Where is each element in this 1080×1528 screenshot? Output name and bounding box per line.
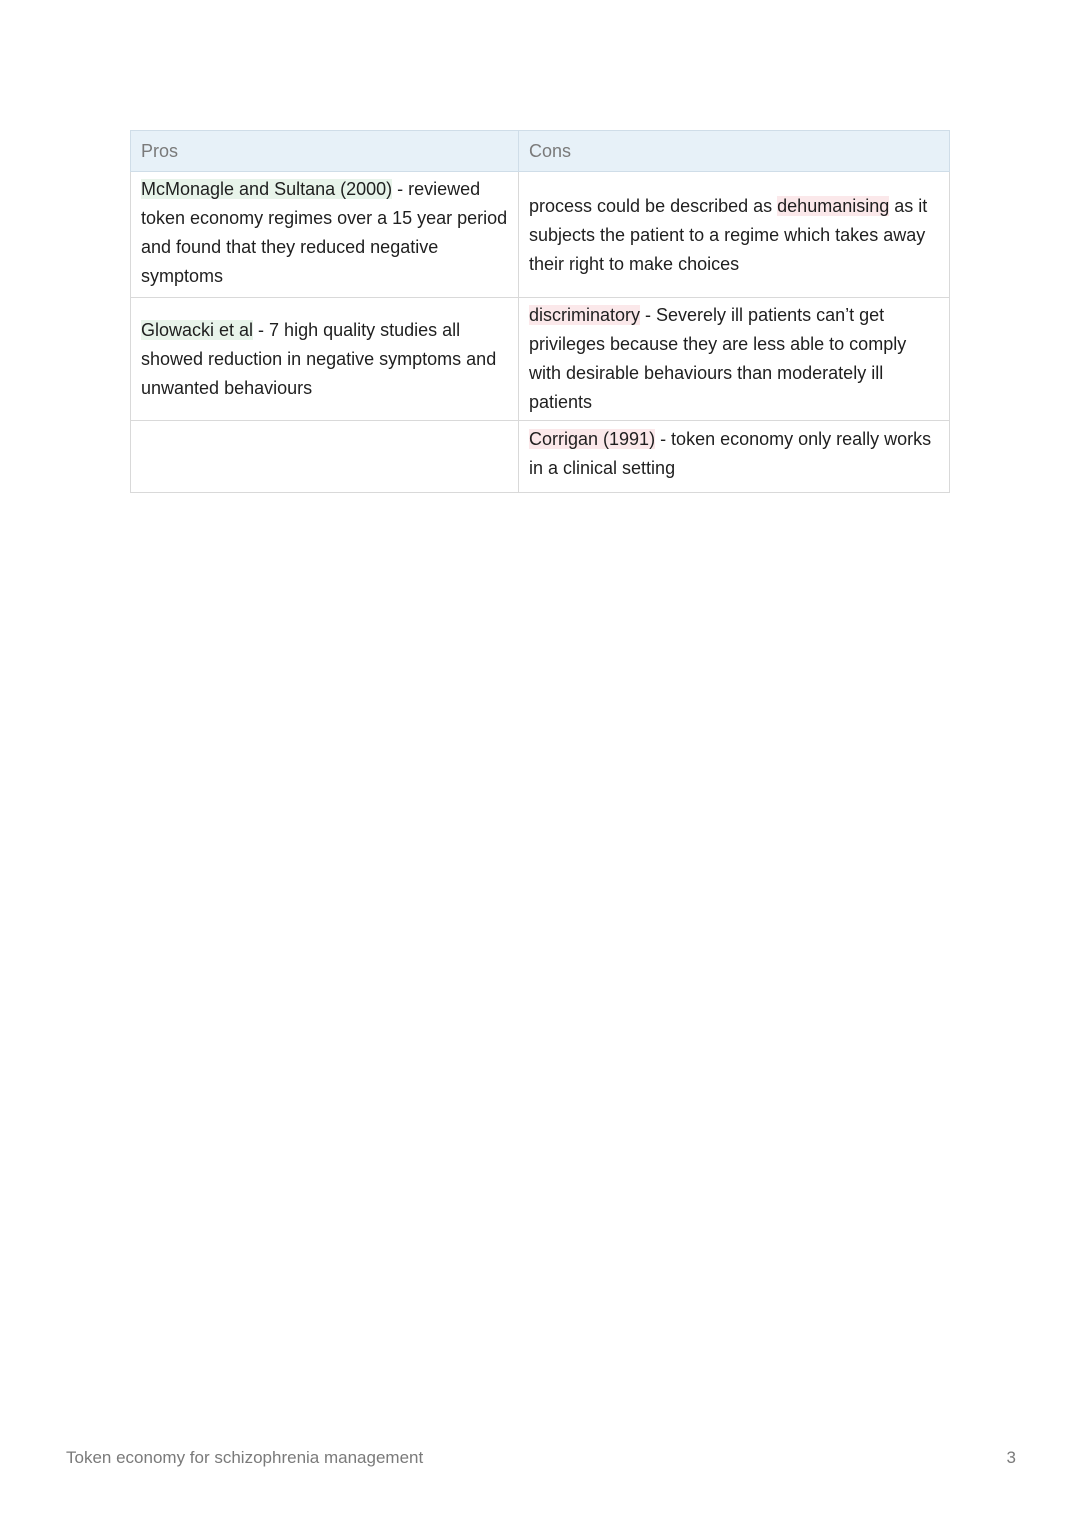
pro-text: - 7 high quality studies all showed reduction in negative symptoms and unwanted behaviours — [141, 319, 497, 398]
con-text: - Severely ill patients can’t get privileges because they are less able to comply with desirable behaviours than moderately ill patients — [529, 305, 907, 412]
con-cell — [519, 172, 950, 298]
pro-citation-highlight: Glowacki et al — [141, 319, 254, 340]
footer-page-number: 3 — [1006, 1448, 1016, 1467]
pro-text: - reviewed token economy regimes over a 15 year period and found that they reduced negative symptoms — [141, 179, 508, 286]
con-keyword-highlight: discriminatory — [529, 305, 641, 325]
con-cell — [519, 421, 950, 493]
pro-citation-highlight: McMonagle and Sultana (2000) — [141, 179, 393, 199]
con-cell — [519, 298, 950, 421]
pro-cell-empty — [131, 421, 519, 493]
con-keyword-highlight: dehumanising — [777, 196, 890, 216]
table-header-row — [131, 131, 950, 172]
con-text: - token economy only really works in a clinical setting — [529, 429, 932, 478]
pros-cons-table — [130, 130, 950, 493]
table-row — [131, 421, 950, 493]
cons-header: Cons — [519, 131, 950, 172]
pro-cell — [131, 298, 519, 421]
con-text-pre: process could be described as — [529, 196, 778, 216]
table-row — [131, 172, 950, 298]
footer-document-title: Token economy for schizophrenia management — [66, 1448, 424, 1467]
table-row — [131, 298, 950, 421]
con-citation-highlight: Corrigan (1991) — [529, 429, 656, 449]
pro-cell — [131, 172, 519, 298]
pros-header: Pros — [131, 131, 519, 172]
con-text: as it subjects the patient to a regime which takes away their right to make choices — [529, 196, 928, 274]
